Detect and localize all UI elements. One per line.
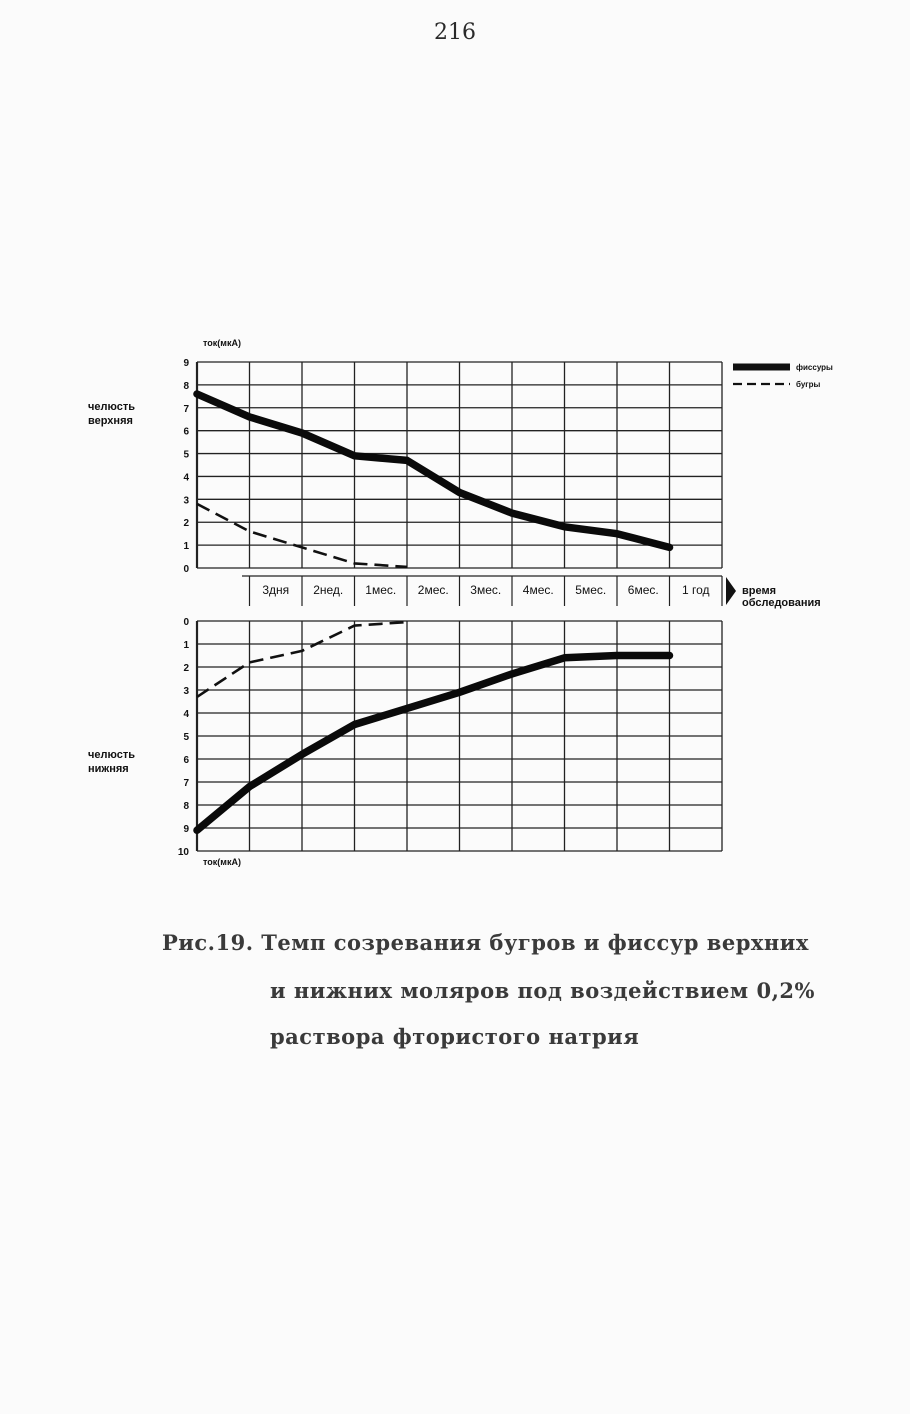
x-category-label: 3дня — [262, 583, 290, 597]
x-category-label: 4мес. — [522, 583, 554, 597]
lower-row-label: челюсть нижняя — [88, 749, 136, 775]
lower-series-fissury — [197, 656, 670, 831]
x-category-label: 3мес. — [470, 583, 502, 597]
x-axis-arrow — [726, 577, 736, 605]
lower-ytick-label: 4 — [183, 709, 189, 720]
upper-ylabel: ток(мкА) — [203, 338, 241, 348]
page-number: 216 — [434, 20, 476, 45]
upper-ytick-label: 5 — [183, 449, 189, 461]
upper-ytick-label: 0 — [183, 564, 189, 575]
x-category-label: 5мес. — [575, 583, 607, 597]
lower-ytick-label: 1 — [183, 640, 189, 651]
x-category-label: 6мес. — [627, 583, 659, 597]
upper-ytick-label: 6 — [183, 426, 189, 438]
lower-ytick-label: 9 — [183, 824, 189, 835]
x-category-label: 1 год — [681, 583, 710, 597]
upper-ytick-label: 8 — [183, 380, 189, 392]
lower-ytick-label: 10 — [177, 847, 189, 858]
lower-ylabel: ток(мкА) — [203, 857, 241, 867]
lower-ytick-label: 8 — [183, 801, 189, 812]
x-category-label: 2нед. — [313, 583, 344, 597]
lower-ytick-label: 3 — [183, 686, 189, 697]
caption-line-3: раствора фтористого натрия — [270, 1024, 640, 1049]
legend-label: бугры — [796, 380, 821, 389]
lower-ytick-label: 2 — [183, 663, 189, 674]
lower-ytick-label: 7 — [183, 778, 189, 789]
x-category-label: 2мес. — [417, 583, 449, 597]
caption-line-1: Рис.19. Темп созревания бугров и фиссур верхних — [162, 930, 809, 955]
lower-ytick-label: 5 — [183, 732, 189, 743]
upper-row-label: челюсть верхняя — [88, 401, 136, 427]
x-axis-label: время обследования — [742, 585, 821, 609]
legend-label: фиссуры — [796, 363, 833, 372]
caption-line-2: и нижних моляров под воздействием 0,2% — [270, 978, 815, 1003]
upper-ytick-label: 9 — [183, 358, 189, 369]
upper-series-fissury — [197, 394, 670, 547]
lower-ytick-label: 6 — [183, 755, 189, 766]
upper-ytick-label: 4 — [183, 472, 189, 484]
upper-ytick-label: 2 — [183, 518, 189, 530]
lower-ytick-label: 0 — [183, 617, 189, 628]
x-category-label: 1мес. — [365, 583, 397, 597]
upper-ytick-label: 3 — [183, 495, 189, 507]
upper-ytick-label: 7 — [183, 403, 189, 415]
upper-ytick-label: 1 — [183, 541, 189, 553]
